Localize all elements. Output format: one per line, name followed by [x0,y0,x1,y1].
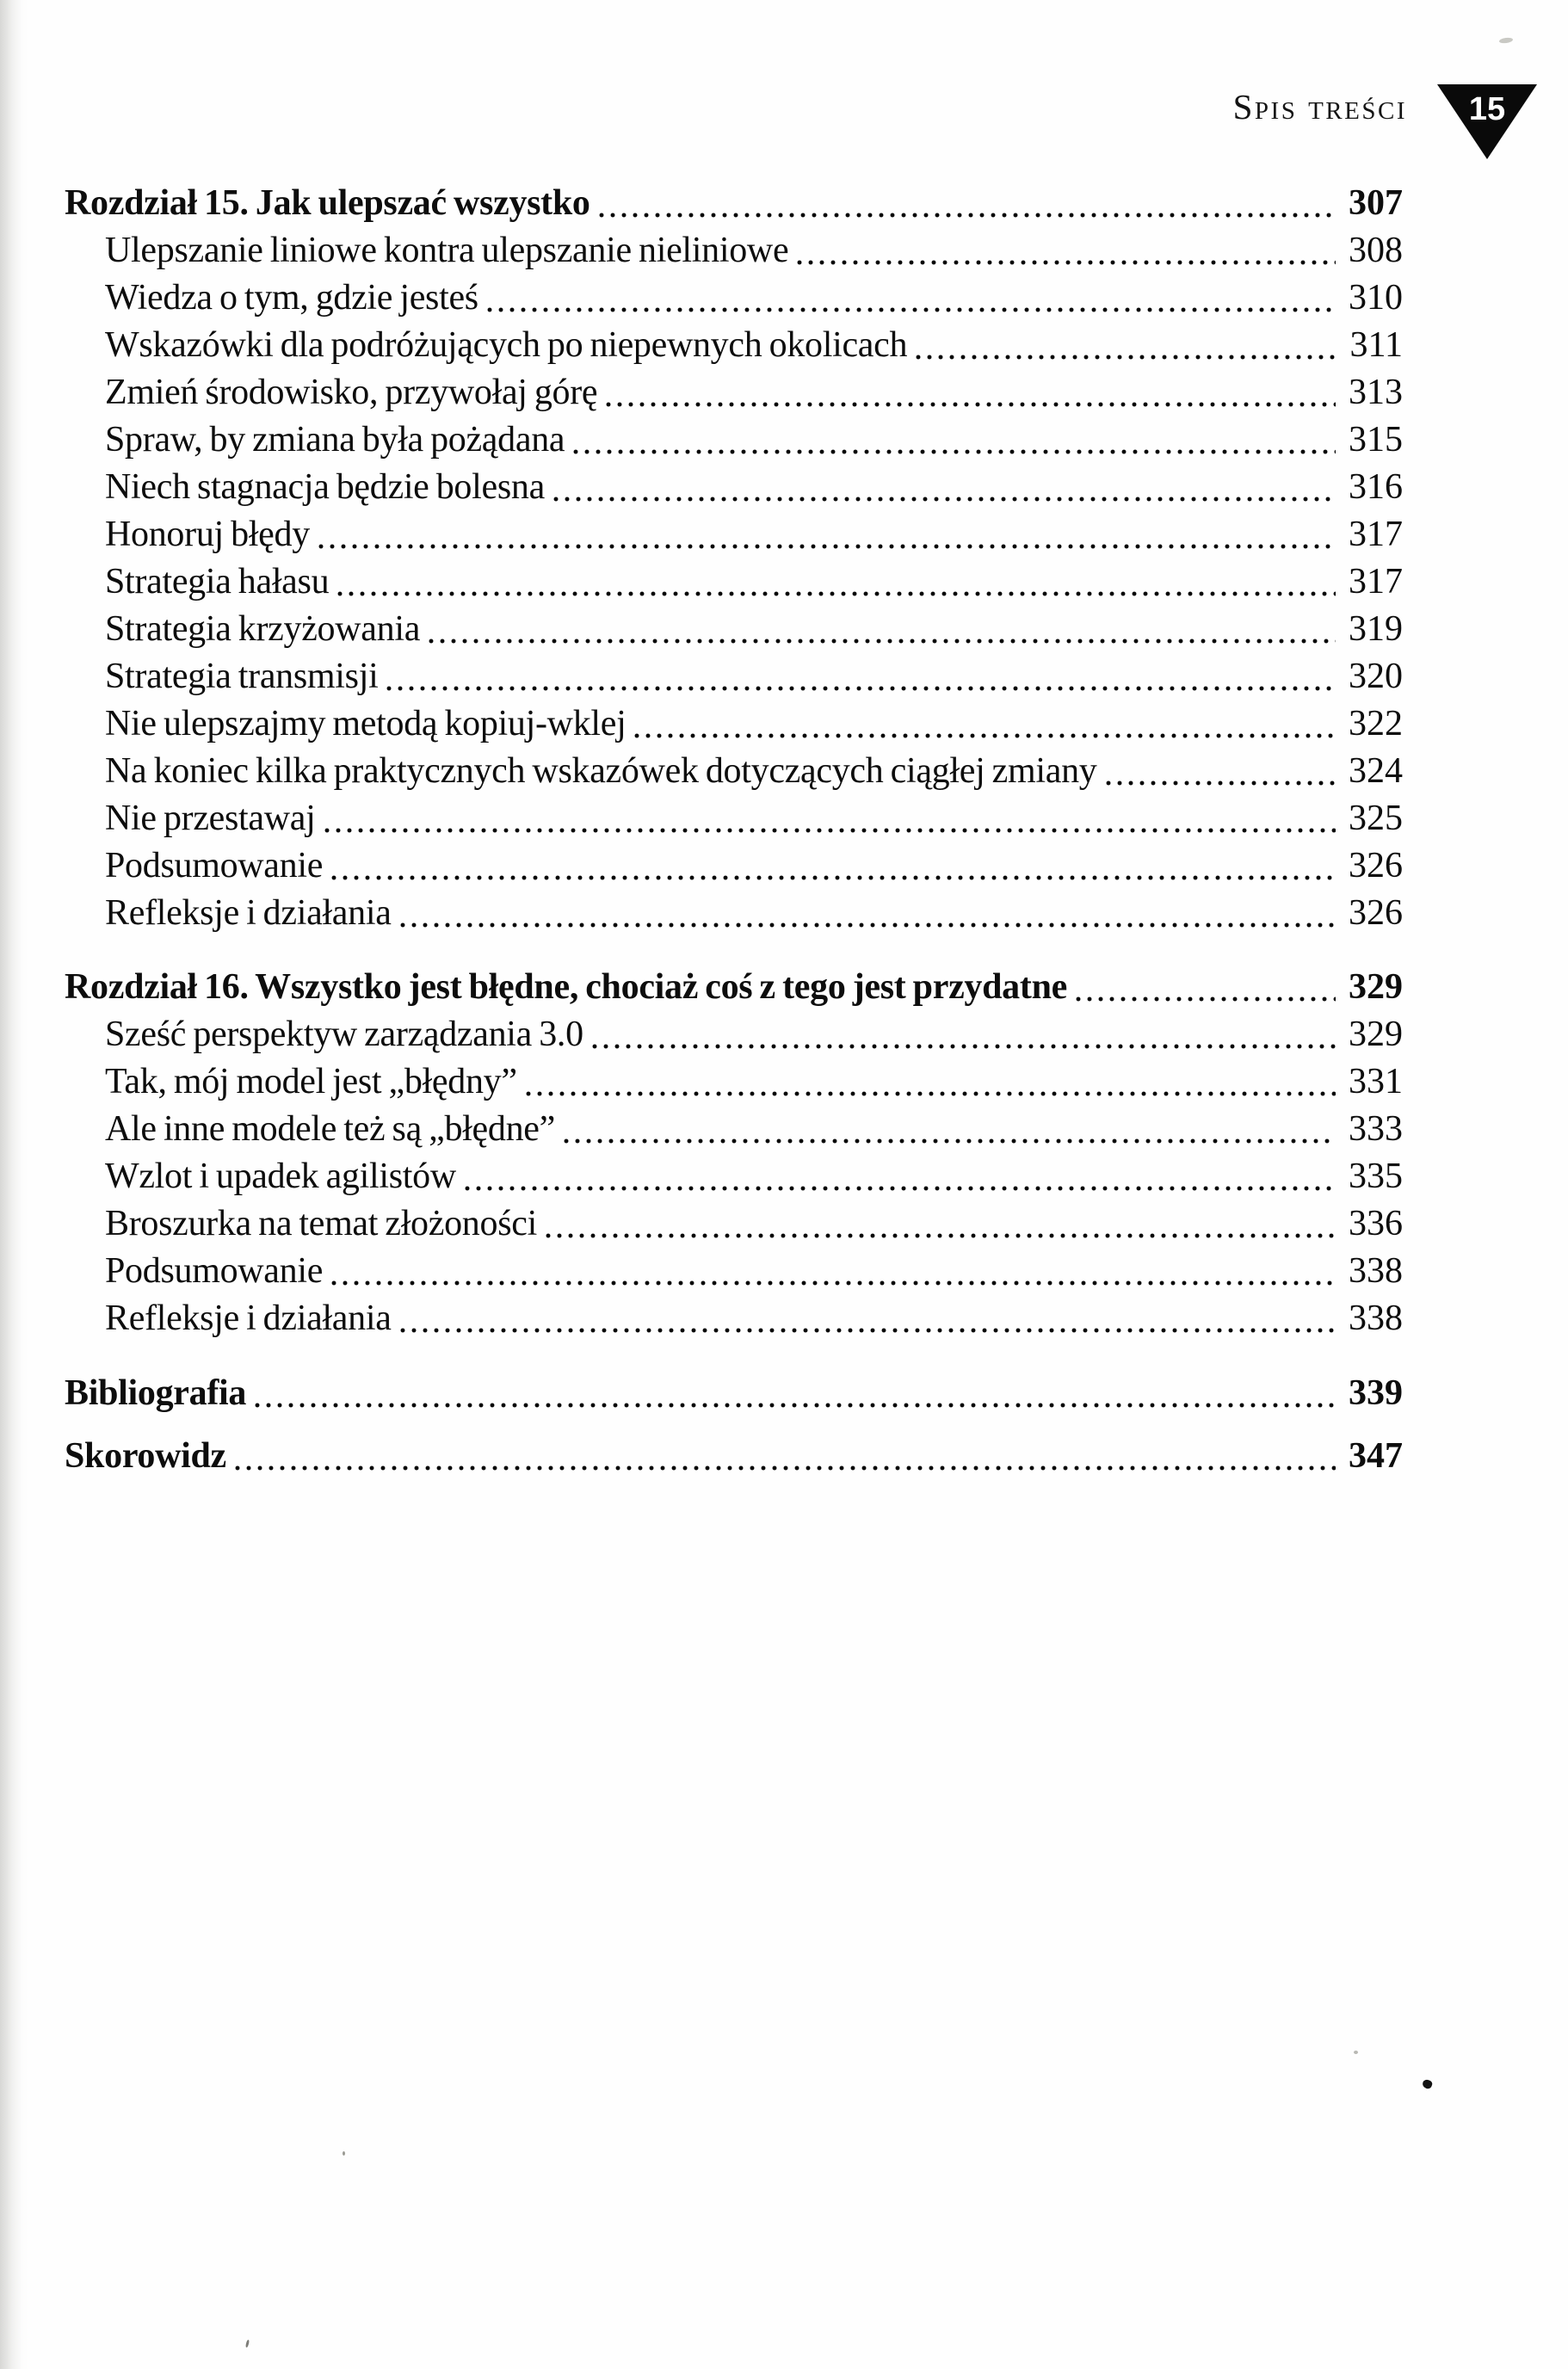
toc-entry-label: Na koniec kilka praktycznych wskazówek dotyczących ciągłej zmiany [105,751,1097,791]
toc-row-back-matter [65,1433,1403,1480]
toc-entry-label: Niech stagnacja będzie bolesna [105,467,545,507]
toc-entry-label: Nie przestawaj [105,799,316,838]
ink-speck [245,2340,250,2347]
toc-row-entry [65,606,1403,653]
toc-entry-page: 315 [1349,420,1403,460]
toc-entry-page: 310 [1349,278,1403,318]
dotted-leader [1106,748,1337,795]
dotted-leader [255,1370,1336,1417]
dotted-leader [592,1011,1336,1058]
toc-entry-page: 308 [1349,231,1403,270]
toc-entry-label: Ale inne modele też są „błędne” [105,1109,555,1149]
toc-row-entry [65,842,1403,890]
table-of-contents [65,180,1403,1480]
toc-entry-page: 311 [1349,325,1403,365]
toc-entry-label: Skorowidz [65,1436,226,1476]
dotted-leader [429,606,1336,653]
toc-entry-page: 336 [1349,1204,1403,1243]
page-badge-number: 15 [1468,91,1506,127]
dotted-leader [331,1248,1336,1295]
toc-entry-page: 333 [1349,1109,1403,1149]
toc-entry-label: Rozdział 16. Wszystko jest błędne, chociaż coś z tego jest przydatne [65,967,1067,1007]
toc-entry-page: 325 [1349,799,1403,838]
toc-row-entry [65,558,1403,606]
toc-row-entry [65,700,1403,748]
dotted-leader [599,180,1336,227]
dotted-leader [235,1433,1336,1480]
dotted-leader [400,890,1336,937]
dotted-leader [553,464,1336,511]
toc-entry-label: Honoruj błędy [105,515,310,554]
dotted-leader [1076,964,1336,1011]
dotted-leader [324,795,1336,842]
toc-entry-label: Broszurka na temat złożoności [105,1204,537,1243]
toc-row-chapter [65,180,1403,227]
toc-entry-label: Strategia krzyżowania [105,609,421,649]
ink-speck [1499,37,1514,44]
toc-entry-page: 316 [1349,467,1403,507]
toc-entry-page: 317 [1349,562,1403,602]
toc-row-entry [65,1106,1403,1153]
toc-row-entry [65,1295,1403,1342]
ink-speck [1422,2078,1434,2089]
toc-row-entry [65,416,1403,464]
toc-section [65,180,1403,937]
toc-row-chapter [65,964,1403,1011]
toc-row-entry [65,227,1403,275]
running-title: Spis treści [1232,87,1407,126]
toc-row-entry [65,1011,1403,1058]
dotted-leader [318,511,1336,558]
toc-entry-label: Wiedza o tym, gdzie jesteś [105,278,478,318]
toc-entry-label: Strategia transmisji [105,657,379,696]
toc-entry-page: 338 [1349,1299,1403,1338]
toc-entry-page: 329 [1349,967,1403,1007]
toc-row-entry [65,1153,1403,1200]
dotted-leader [916,322,1336,369]
dotted-leader [564,1106,1336,1153]
toc-row-entry [65,464,1403,511]
dotted-leader [487,275,1336,322]
toc-entry-label: Podsumowanie [105,846,324,885]
toc-entry-label: Spraw, by zmiana była pożądana [105,420,565,460]
toc-row-back-matter [65,1370,1403,1417]
toc-section [65,964,1403,1342]
toc-row-entry [65,322,1403,369]
toc-row-entry [65,275,1403,322]
toc-entry-label: Zmień środowisko, przywołaj górę [105,373,598,412]
toc-row-entry [65,890,1403,937]
toc-entry-page: 313 [1349,373,1403,412]
toc-row-entry [65,511,1403,558]
dotted-leader [526,1058,1336,1106]
toc-entry-label: Ulepszanie liniowe kontra ulepszanie nieliniowe [105,231,789,270]
toc-entry-page: 319 [1349,609,1403,649]
dotted-leader [797,227,1336,275]
toc-entry-page: 307 [1349,183,1403,223]
dotted-leader [386,653,1336,700]
toc-entry-label: Bibliografia [65,1373,247,1413]
ink-speck [343,2151,345,2156]
toc-entry-page: 317 [1349,515,1403,554]
toc-entry-label: Sześć perspektyw zarządzania 3.0 [105,1015,583,1054]
toc-row-entry [65,1248,1403,1295]
dotted-leader [331,842,1336,890]
toc-entry-label: Wskazówki dla podróżujących po niepewnych okolicach [105,325,908,365]
dotted-leader [606,369,1336,416]
toc-entry-label: Nie ulepszajmy metodą kopiuj-wklej [105,704,627,743]
toc-entry-page: 339 [1349,1373,1403,1413]
toc-row-entry [65,653,1403,700]
toc-row-entry [65,1200,1403,1248]
toc-row-entry [65,748,1403,795]
dotted-leader [337,558,1336,606]
toc-entry-label: Strategia hałasu [105,562,330,602]
toc-entry-page: 335 [1349,1157,1403,1196]
toc-entry-label: Podsumowanie [105,1251,324,1291]
dotted-leader [465,1153,1336,1200]
dotted-leader [546,1200,1336,1248]
dotted-leader [400,1295,1336,1342]
toc-entry-page: 329 [1349,1015,1403,1054]
toc-entry-label: Refleksje i działania [105,893,392,933]
ink-speck [1354,2051,1358,2054]
toc-entry-label: Wzlot i upadek agilistów [105,1157,456,1196]
dotted-leader [634,700,1336,748]
toc-entry-page: 338 [1349,1251,1403,1291]
toc-row-entry [65,369,1403,416]
toc-entry-label: Refleksje i działania [105,1299,392,1338]
toc-entry-page: 324 [1349,751,1403,791]
toc-row-entry [65,795,1403,842]
dotted-leader [573,416,1336,464]
toc-entry-page: 326 [1349,846,1403,885]
toc-entry-page: 322 [1349,704,1403,743]
toc-entry-page: 331 [1349,1062,1403,1101]
toc-entry-page: 326 [1349,893,1403,933]
toc-entry-page: 347 [1349,1436,1403,1476]
toc-row-entry [65,1058,1403,1106]
toc-entry-label: Rozdział 15. Jak ulepszać wszystko [65,183,590,223]
scan-edge-shadow [0,0,29,2369]
toc-entry-page: 320 [1349,657,1403,696]
toc-entry-label: Tak, mój model jest „błędny” [105,1062,517,1101]
